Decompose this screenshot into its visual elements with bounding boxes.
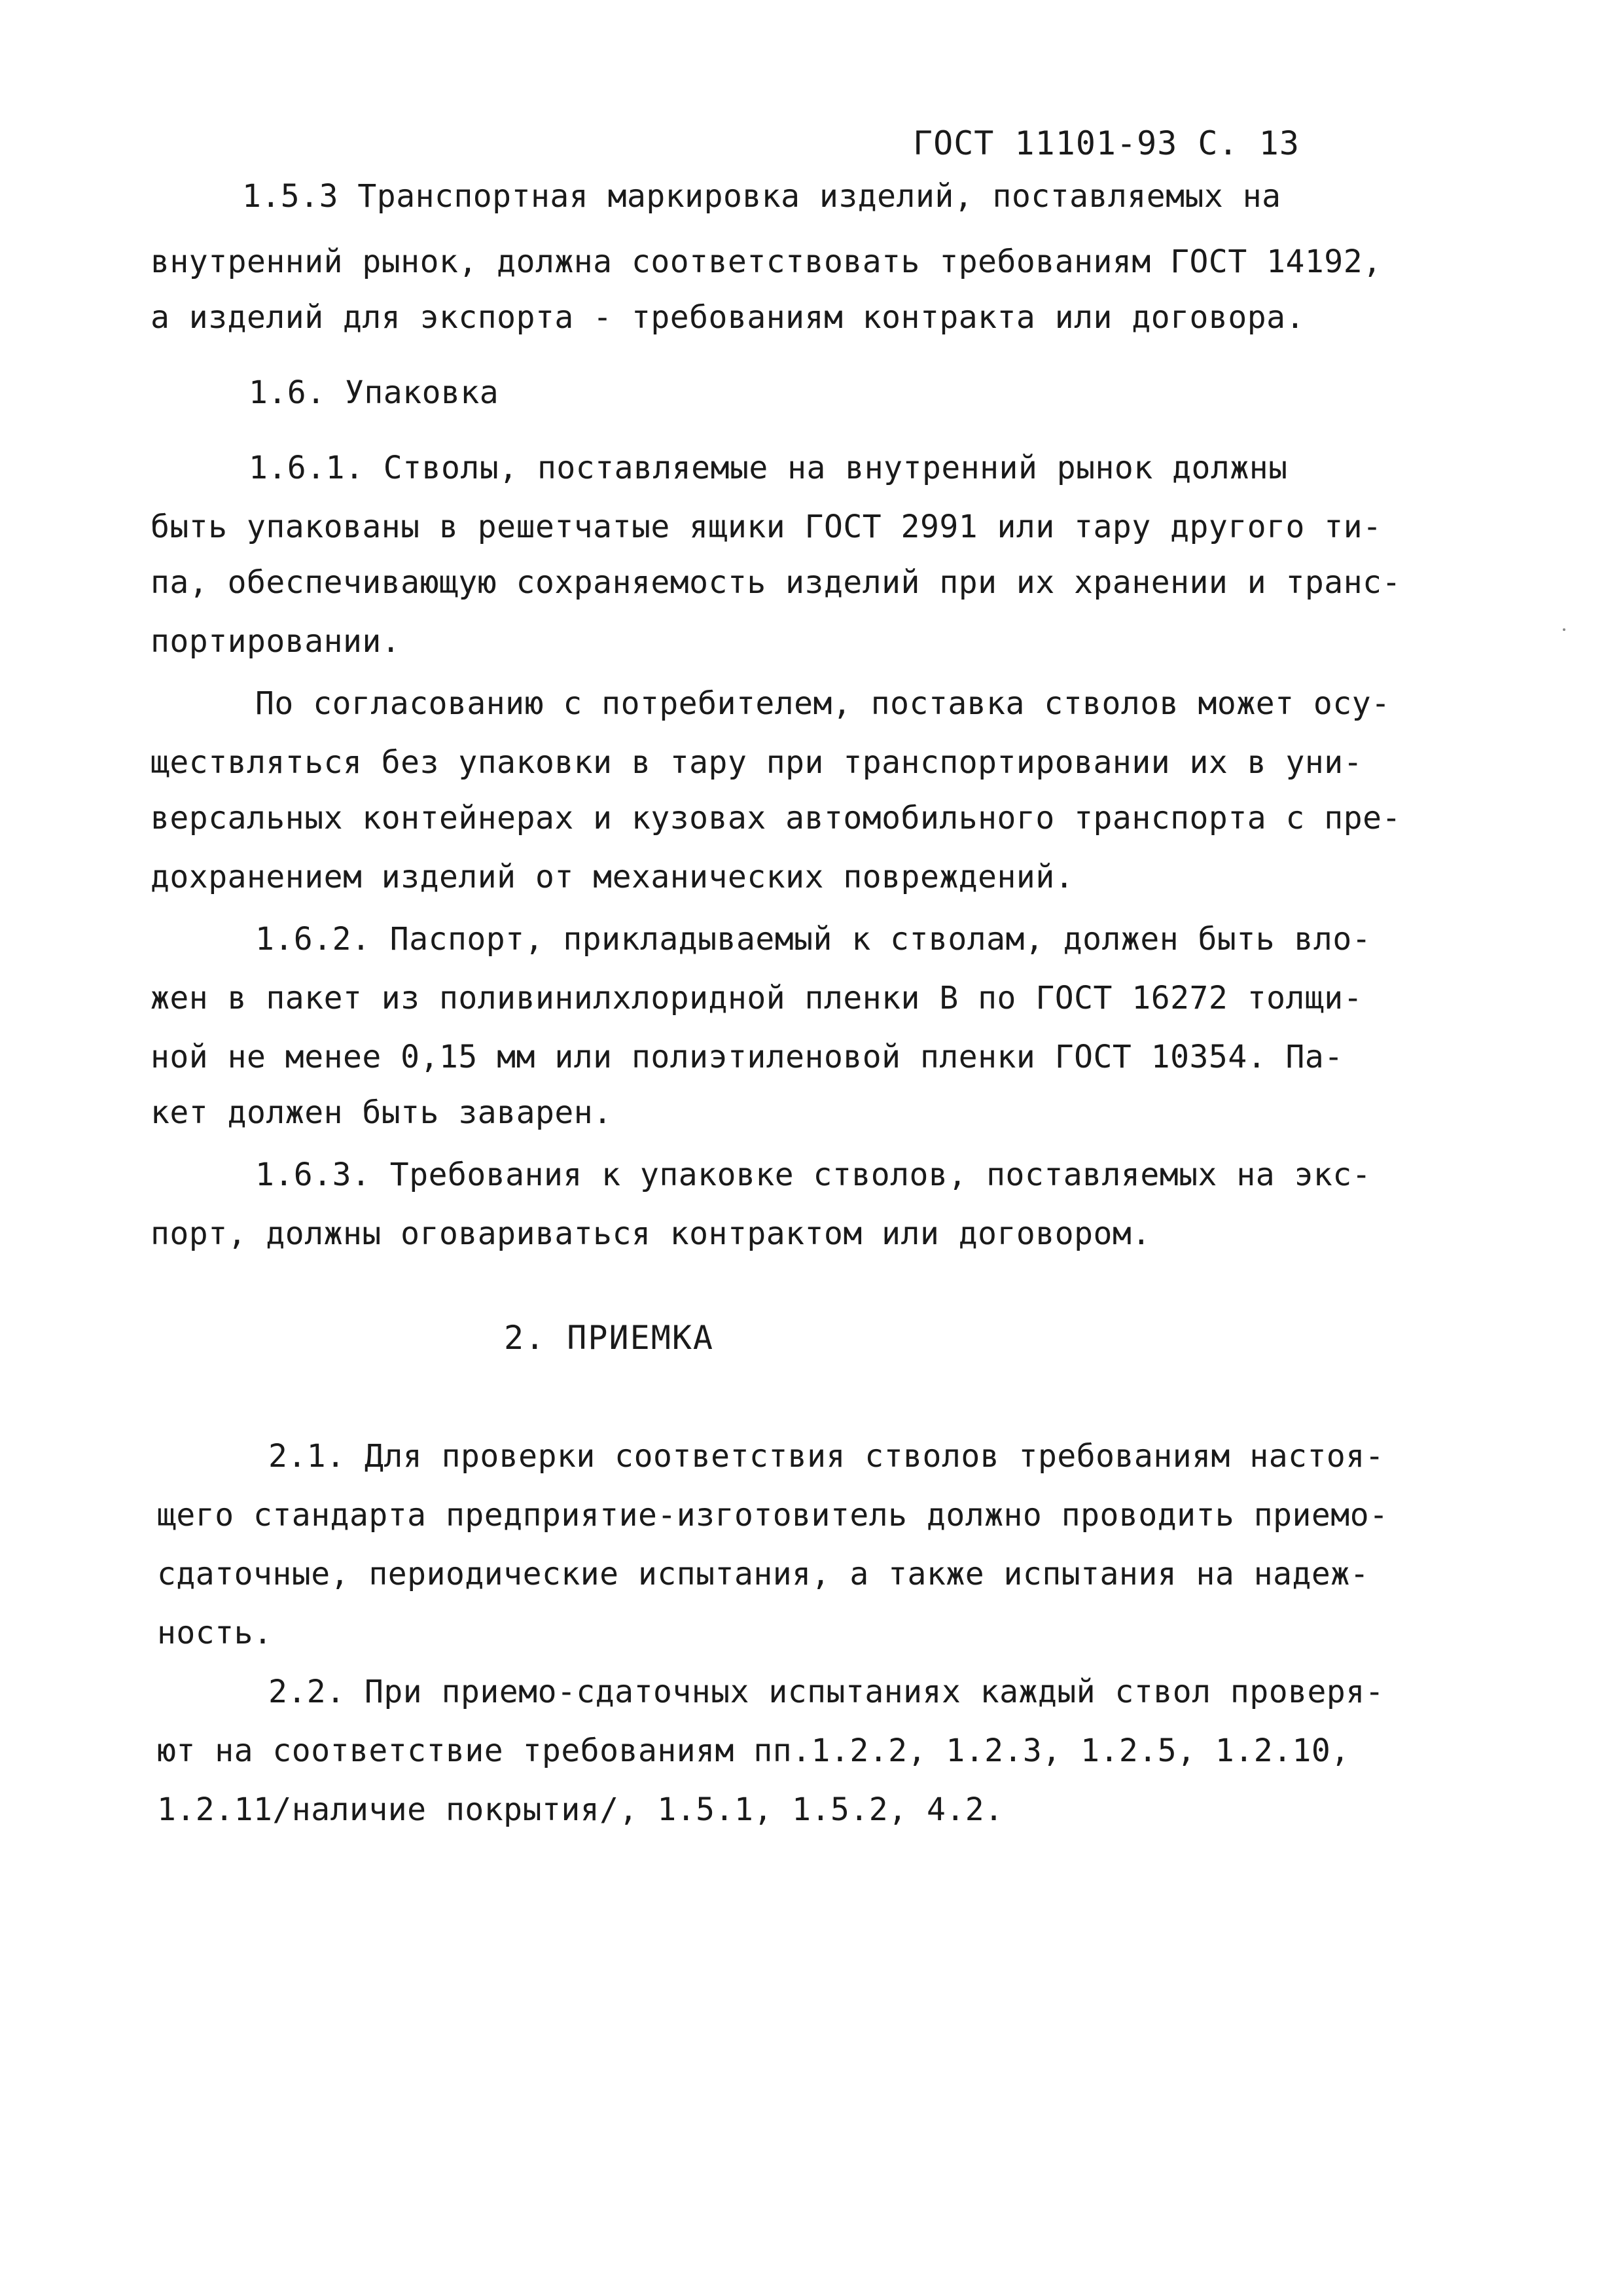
text-line: 1.6.2. Паспорт, прикладываемый к стволам, должен быть вло- bbox=[255, 921, 1372, 958]
subsection-heading: 1.6. Упаковка bbox=[249, 374, 499, 411]
page-header: ГОСТ 11101-93 С. 13 bbox=[913, 124, 1300, 162]
text-line: порт, должны оговариваться контрактом или договором. bbox=[151, 1215, 1151, 1252]
text-line: По согласованию с потребителем, поставка стволов может осу- bbox=[255, 685, 1391, 722]
text-line: па, обеспечивающую сохраняемость изделий при их хранении и транс- bbox=[151, 564, 1401, 601]
text-line: сдаточные, периодические испытания, а также испытания на надеж- bbox=[157, 1556, 1370, 1592]
text-line: версальных контейнерах и кузовах автомобильного транспорта с пре- bbox=[151, 800, 1401, 836]
text-line: 1.6.1. Стволы, поставляемые на внутренний рынок должны bbox=[249, 450, 1288, 486]
text-line: портировании. bbox=[151, 623, 401, 660]
text-line: ют на соответствие требованиям пп.1.2.2, 1.2.3, 1.2.5, 1.2.10, bbox=[157, 1732, 1350, 1769]
text-line: жен в пакет из поливинилхлоридной пленки В по ГОСТ 16272 толщи- bbox=[151, 980, 1363, 1016]
text-line: внутренний рынок, должна соответствовать требованиям ГОСТ 14192, bbox=[151, 243, 1382, 280]
text-line: 2.2. При приемо-сдаточных испытаниях каждый ствол проверя- bbox=[268, 1674, 1385, 1710]
text-line: быть упакованы в решетчатые ящики ГОСТ 2991 или тару другого ти- bbox=[151, 509, 1382, 545]
scan-speck bbox=[1563, 628, 1565, 631]
text-line: дохранением изделий от механических повреждений. bbox=[151, 859, 1075, 895]
text-line: 1.6.3. Требования к упаковке стволов, поставляемых на экс- bbox=[255, 1157, 1372, 1193]
text-line: ществляться без упаковки в тару при транспортировании их в уни- bbox=[151, 744, 1363, 781]
text-line: щего стандарта предприятие-изготовитель должно проводить приемо- bbox=[157, 1497, 1389, 1534]
text-line: а изделий для экспорта - требованиям контракта или договора. bbox=[151, 299, 1305, 336]
text-line: 2.1. Для проверки соответствия стволов требованиям настоя- bbox=[268, 1438, 1385, 1475]
text-line: ной не менее 0,15 мм или полиэтиленовой пленки ГОСТ 10354. Па- bbox=[151, 1039, 1344, 1075]
text-line: 1.2.11/наличие покрытия/, 1.5.1, 1.5.2, 4.2. bbox=[157, 1791, 1004, 1828]
text-line: ность. bbox=[157, 1615, 273, 1651]
text-line: кет должен быть заварен. bbox=[151, 1094, 613, 1131]
section-2-title: 2. ПРИЕМКА bbox=[504, 1319, 715, 1357]
text-line: 1.5.3 Транспортная маркировка изделий, поставляемых на bbox=[242, 178, 1281, 215]
